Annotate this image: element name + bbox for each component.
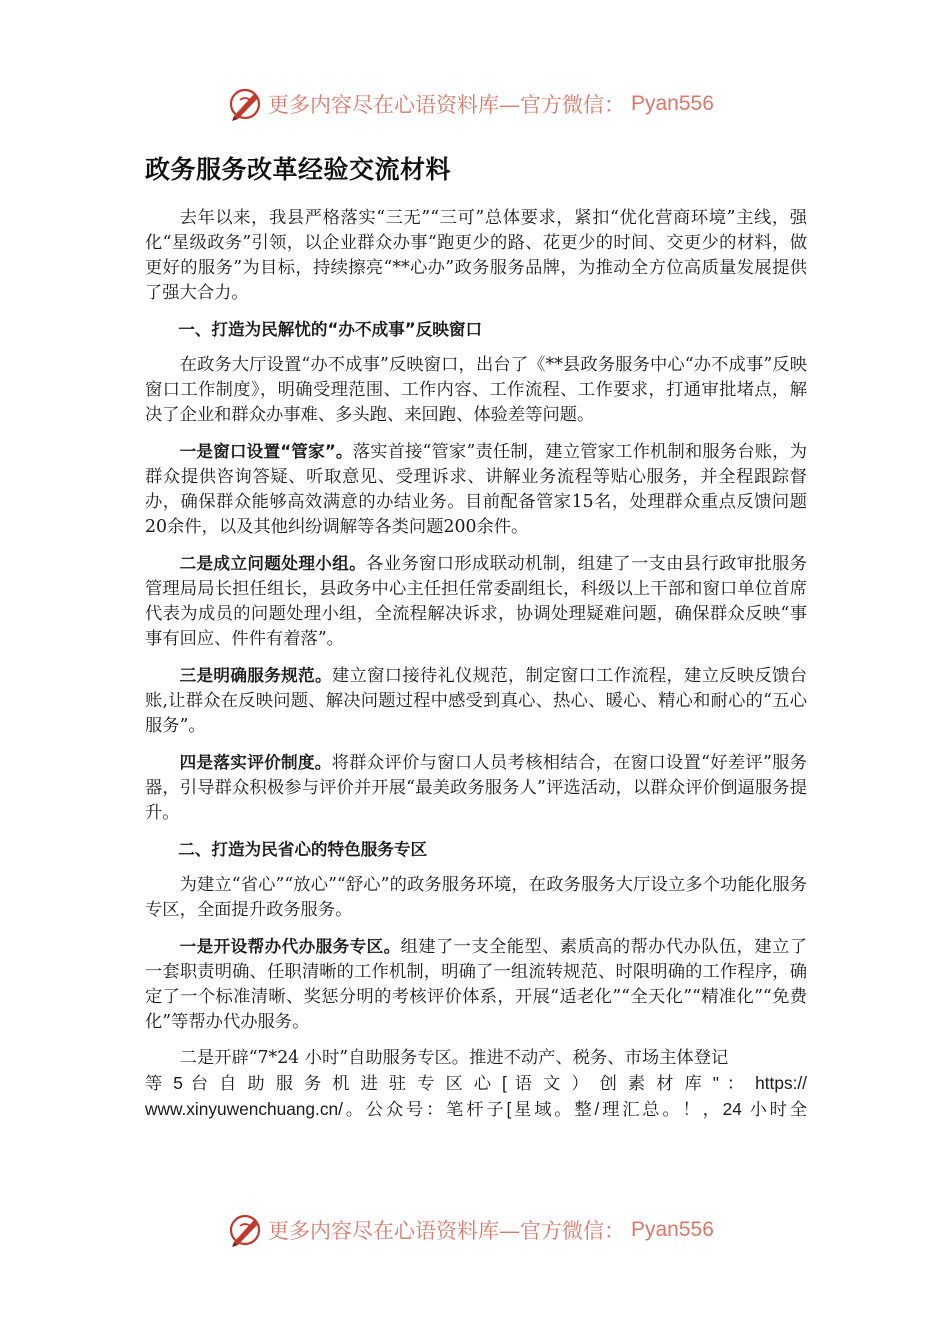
- item-lead: 四是落实评价制度。: [179, 753, 332, 772]
- pen-logo-icon: [228, 86, 264, 122]
- item2-line-3[interactable]: www.xinyuwenchuang.cn/。公众号：笔杆子[星域。整/理汇总。！，24 小时全: [145, 1099, 807, 1119]
- item2-line-2: 等 5 台 自 助 服 务 机 进 驻 专 区 心 [ 语 文 ） 创 素 材 库 " ： https://: [145, 1073, 807, 1093]
- section2-heading: 二、打造为民省心的特色服务专区: [178, 840, 428, 859]
- section2-intro: 为建立“省心”“放心”“舒心”的政务服务环境，在政务服务大厅设立多个功能化服务专区，全面提升政务服务。: [145, 875, 807, 920]
- document-body: [145, 206, 807, 1134]
- item-text: 组建了一支全能型、素质高的帮办代办队伍，建立了一套职责明确、任职清晰的工作机制，明确了一组流转规范、时限明确的工作程序，确定了一个标准清晰、奖惩分明的考核评价体系，开展“适老化”“全天化”“精准化”“免费化”等帮办代办服务。: [145, 937, 807, 1032]
- section2-item-2: [145, 1046, 807, 1071]
- section1-item-4: [145, 750, 807, 826]
- item-text: 各业务窗口形成联动机制，组建了一支由县行政审批服务管理局局长担任组长，县政务中心主任担任常委副组长，科级以上干部和窗口单位首席代表为成员的问题处理小组，全流程解决诉求，协调处理疑难问题，确保群众反映“事事有回应、件件有着落”。: [145, 554, 807, 649]
- banner-text: 更多内容尽在心语资料库—官方微信：: [268, 1219, 625, 1243]
- section1-item-1: [145, 439, 807, 540]
- item-text: 落实首接“管家”责任制，建立管家工作机制和服务台账，为群众提供咨询答疑、听取意见、受理诉求、讲解业务流程等贴心服务，并全程跟踪督办，确保群众能够高效满意的办结业务。目前配备管家15名，处理群众重点反馈问题20余件，以及其他纠纷调解等各类问题200余件。: [145, 442, 808, 537]
- document-title: 政务服务改革经验交流材料: [145, 155, 452, 184]
- intro-paragraph: 去年以来，我县严格落实“三无”“三可”总体要求，紧扣“优化营商环境”主线，强化“星级政务”引领，以企业群众办事“跑更少的路、花更少的时间、交更少的材料，做更好的服务”为目标，持续擦亮“**心办”政务服务品牌，为推动全方位高质量发展提供了强大合力。: [145, 208, 807, 303]
- section1-heading: 一、打造为民解忧的“办不成事”反映窗口: [178, 320, 483, 339]
- item-text: 建立窗口接待礼仪规范，制定窗口工作流程，建立反映反馈台账,让群众在反映问题、解决问题过程中感受到真心、热心、暖心、精心和耐心的“五心服务”。: [145, 666, 807, 736]
- footer-banner[interactable]: [228, 1210, 748, 1250]
- section1-intro: 在政务大厅设置“办不成事”反映窗口，出台了《**县政务服务中心“办不成事”反映窗口工作制度》，明确受理范围、工作内容、工作流程、工作要求，打通审批堵点，解决了企业和群众办事难、多头跑、来回跑、体验差等问题。: [145, 355, 807, 425]
- item-lead: 二是成立问题处理小组。: [179, 554, 367, 573]
- item2-line-1: 二是开辟“7*24 小时”自助服务专区。推进不动产、税务、市场主体登记: [179, 1048, 729, 1068]
- item-lead: 一是开设帮办代办服务专区。: [179, 937, 401, 956]
- section2-item-2-line3: [145, 1097, 807, 1123]
- banner-wechat-id: Pyan556: [631, 92, 714, 115]
- header-banner[interactable]: [228, 84, 748, 124]
- section2-item-2-line2: [145, 1071, 807, 1097]
- section1-item-3: [145, 663, 807, 739]
- banner-text: 更多内容尽在心语资料库—官方微信：: [268, 93, 625, 117]
- banner-wechat-id: Pyan556: [631, 1218, 714, 1241]
- section1-item-2: [145, 551, 807, 652]
- pen-logo-icon: [228, 1212, 264, 1248]
- item-lead: 三是明确服务规范。: [179, 666, 332, 685]
- section2-item-1: [145, 934, 807, 1035]
- item-lead: 一是窗口设置“管家”。: [179, 442, 353, 461]
- item-text: 将群众评价与窗口人员考核相结合，在窗口设置“好差评”服务器，引导群众积极参与评价并开展“最美政务服务人”评选活动，以群众评价倒逼服务提升。: [145, 753, 808, 823]
